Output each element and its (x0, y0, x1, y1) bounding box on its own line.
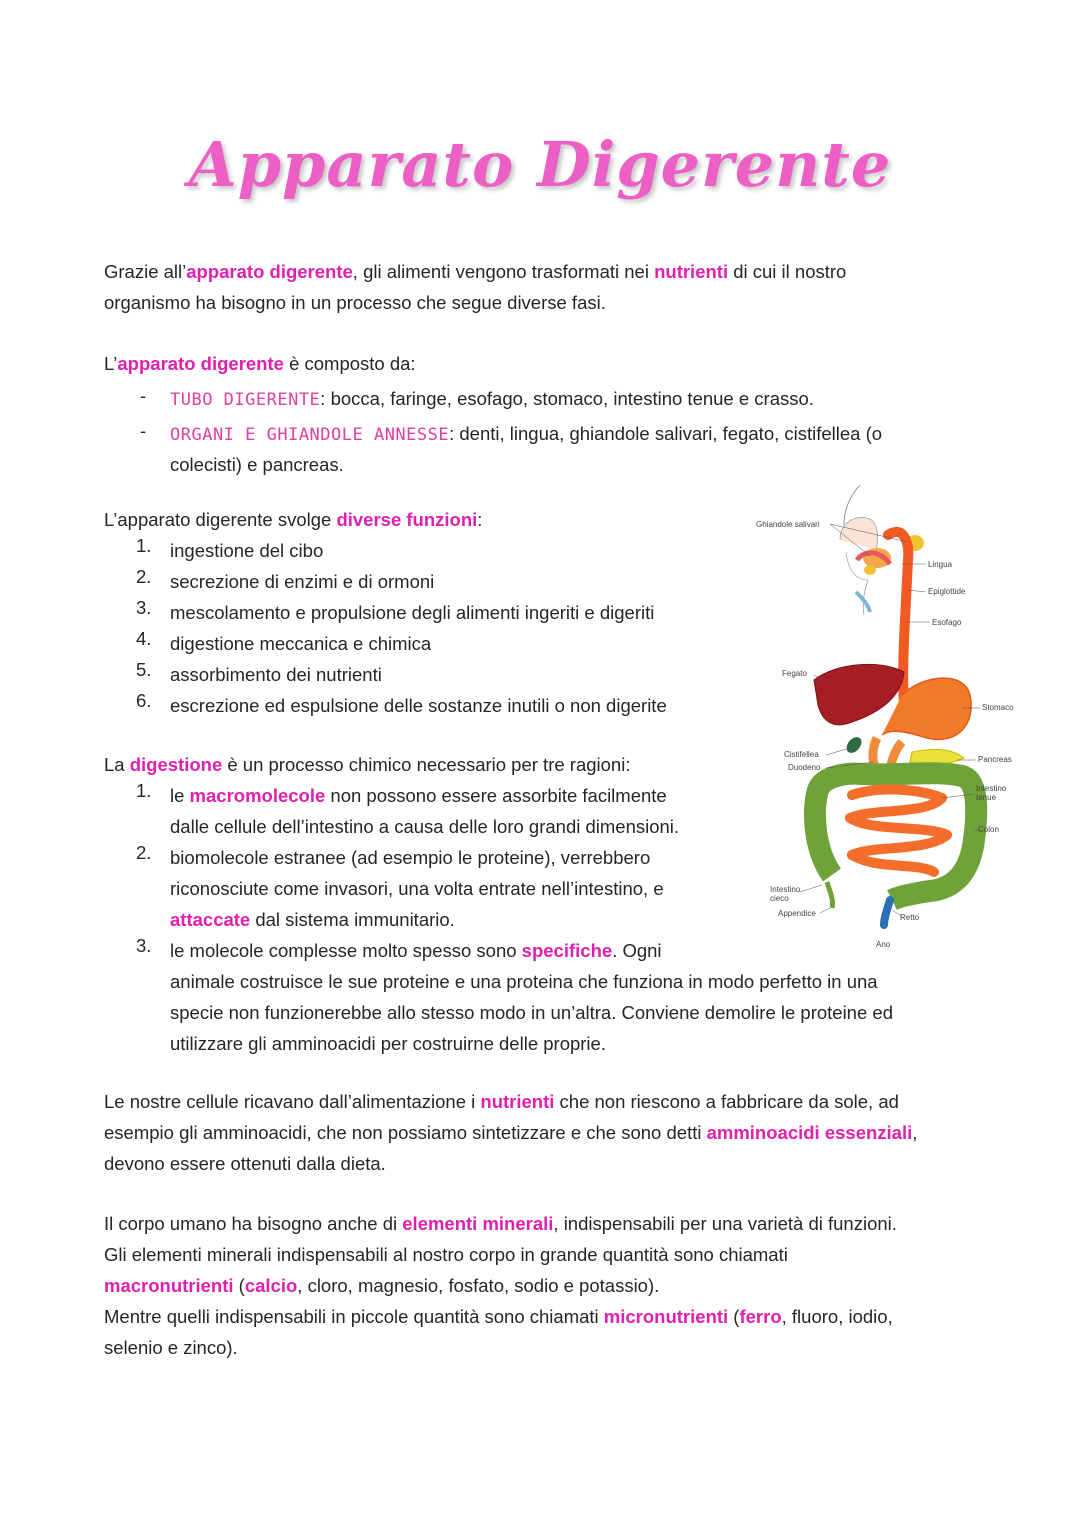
function-item: escrezione ed espulsione delle sostanze inutili o non digerite (170, 695, 667, 716)
text: : bocca, faringe, esofago, stomaco, intestino tenue e crasso. (320, 388, 814, 409)
text: le (170, 785, 190, 806)
text: le molecole complesse molto spesso sono (170, 940, 522, 961)
highlight: digestione (129, 754, 223, 775)
text: dal sistema immunitario. (250, 909, 455, 930)
label-ano: Ano (876, 940, 891, 949)
highlight: macronutrienti (104, 1275, 234, 1296)
text: , cloro, magnesio, fosfato, sodio e potassio). (297, 1275, 660, 1296)
label-colon: Colon (978, 825, 999, 834)
small-intestine-shape (850, 789, 947, 872)
list-number: 1. (136, 535, 152, 556)
text: : denti, lingua, ghiandole salivari, fegato, cistifellea (o (449, 423, 883, 444)
bullet-dash: - (140, 420, 147, 441)
minerals-line-1 (104, 1208, 897, 1239)
highlight: nutrienti (654, 261, 729, 282)
label-duodeno: Duodeno (788, 763, 821, 772)
label-intestino-cieco-2: cieco (770, 894, 789, 903)
text: Il corpo umano ha bisogno anche di (104, 1213, 403, 1234)
text: L’ (104, 353, 118, 374)
reason-3-line-4: utilizzare gli amminoacidi per costruirne delle proprie. (170, 1033, 606, 1054)
label-pancreas: Pancreas (978, 755, 1012, 764)
function-item: digestione meccanica e chimica (170, 633, 432, 654)
intro-line-1 (104, 256, 846, 287)
text: . Ogni (612, 940, 662, 961)
text: , fluoro, iodio, (781, 1306, 893, 1327)
highlight: nutrienti (480, 1091, 555, 1112)
list-number: 2. (136, 842, 152, 863)
composition-item-tubo (170, 383, 814, 416)
highlight: micronutrienti (603, 1306, 729, 1327)
composition-intro (104, 348, 416, 379)
label-appendice: Appendice (778, 909, 816, 918)
text: è un processo chimico necessario per tre ragioni: (222, 754, 631, 775)
caps-heading: ORGANI E GHIANDOLE ANNESSE (170, 425, 450, 445)
minerals-line-5: selenio e zinco). (104, 1337, 238, 1358)
function-item: secrezione di enzimi e di ormoni (170, 571, 435, 592)
list-number: 3. (136, 935, 152, 956)
text: non possono essere assorbite facilmente (325, 785, 667, 806)
highlight: diverse funzioni (336, 509, 478, 530)
text: Grazie all’ (104, 261, 187, 282)
reason-1-line-1 (170, 780, 667, 811)
caps-heading: TUBO DIGERENTE (170, 390, 321, 410)
label-ghiandole: Ghiandole salivari (756, 520, 820, 529)
cells-line-1 (104, 1086, 899, 1117)
bullet-dash: - (140, 385, 147, 406)
label-epiglottide: Epiglottide (928, 587, 966, 596)
list-number: 3. (136, 597, 152, 618)
label-cistifellea: Cistifellea (784, 750, 819, 759)
text: che non riescono a fabbricare da sole, ad (554, 1091, 899, 1112)
digestive-system-diagram (752, 480, 1042, 950)
highlight: apparato digerente (186, 261, 353, 282)
text: ( (233, 1275, 245, 1296)
label-intestino-cieco-1: Intestino (770, 885, 801, 894)
reason-2-line-1: biomolecole estranee (ad esempio le proteine), verrebbero (170, 847, 651, 868)
label-lingua: Lingua (928, 560, 953, 569)
text: : (477, 509, 483, 530)
label-fegato: Fegato (782, 669, 807, 678)
reason-1-line-2: dalle cellule dell’intestino a causa delle loro grandi dimensioni. (170, 816, 680, 837)
text: L’apparato digerente svolge (104, 509, 337, 530)
label-intestino-tenue-1: Intestino (976, 784, 1007, 793)
composition-item-organi-cont: colecisti) e pancreas. (170, 454, 344, 475)
highlight: apparato digerente (117, 353, 284, 374)
list-number: 4. (136, 628, 152, 649)
reason-3-line-3: specie non funzionerebbe allo stesso modo in un’altra. Conviene demolire le proteine ed (170, 1002, 893, 1023)
cells-line-2 (104, 1117, 917, 1148)
cells-line-3: devono essere ottenuti dalla dieta. (104, 1153, 386, 1174)
appendix-shape (827, 882, 833, 908)
text: Mentre quelli indispensabili in piccole quantità sono chiamati (104, 1306, 604, 1327)
diagram-labels (756, 520, 1014, 949)
minerals-line-2: Gli elementi minerali indispensabili al nostro corpo in grande quantità sono chiamati (104, 1244, 788, 1265)
text: ( (728, 1306, 740, 1327)
reason-3-line-2: animale costruisce le sue proteine e una proteina che funziona in modo perfetto in una (170, 971, 878, 992)
functions-intro (104, 504, 482, 535)
text: La (104, 754, 130, 775)
list-number: 2. (136, 566, 152, 587)
label-retto: Retto (900, 913, 920, 922)
digestion-intro (104, 749, 630, 780)
highlight: amminoacidi essenziali (706, 1122, 913, 1143)
function-item: mescolamento e propulsione degli alimenti ingeriti e digeriti (170, 602, 655, 623)
minerals-line-3 (104, 1270, 659, 1301)
highlight: calcio (244, 1275, 298, 1296)
reason-2-line-2: riconosciute come invasori, una volta entrate nell’intestino, e (170, 878, 664, 899)
label-stomaco: Stomaco (982, 703, 1014, 712)
list-number: 6. (136, 690, 152, 711)
highlight: specifiche (521, 940, 613, 961)
liver-shape (814, 664, 904, 724)
text: è composto da: (283, 353, 416, 374)
text: , (912, 1122, 918, 1143)
reason-3-line-1 (170, 935, 662, 966)
list-number: 5. (136, 659, 152, 680)
page-title: Apparato Digerente (188, 128, 892, 201)
text: di cui il nostro (728, 261, 847, 282)
text: esempio gli amminoacidi, che non possiamo sintetizzare e che sono detti (104, 1122, 707, 1143)
highlight: macromolecole (189, 785, 326, 806)
highlight: attaccate (170, 909, 251, 930)
label-esofago: Esofago (932, 618, 962, 627)
list-number: 1. (136, 780, 152, 801)
reason-2-line-3 (170, 904, 455, 935)
rectum-shape (884, 900, 890, 925)
composition-item-organi (170, 418, 882, 451)
minerals-line-4 (104, 1301, 893, 1332)
text: , indispensabili per una varietà di funzioni. (553, 1213, 897, 1234)
function-item: assorbimento dei nutrienti (170, 664, 382, 685)
function-item: ingestione del cibo (170, 540, 324, 561)
gallbladder-shape (844, 734, 865, 756)
highlight: ferro (739, 1306, 782, 1327)
highlight: elementi minerali (402, 1213, 554, 1234)
intro-line-2: organismo ha bisogno in un processo che segue diverse fasi. (104, 292, 606, 313)
text: , gli alimenti vengono trasformati nei (352, 261, 655, 282)
label-intestino-tenue-2: tenue (976, 793, 997, 802)
text: Le nostre cellule ricavano dall’alimentazione i (104, 1091, 481, 1112)
